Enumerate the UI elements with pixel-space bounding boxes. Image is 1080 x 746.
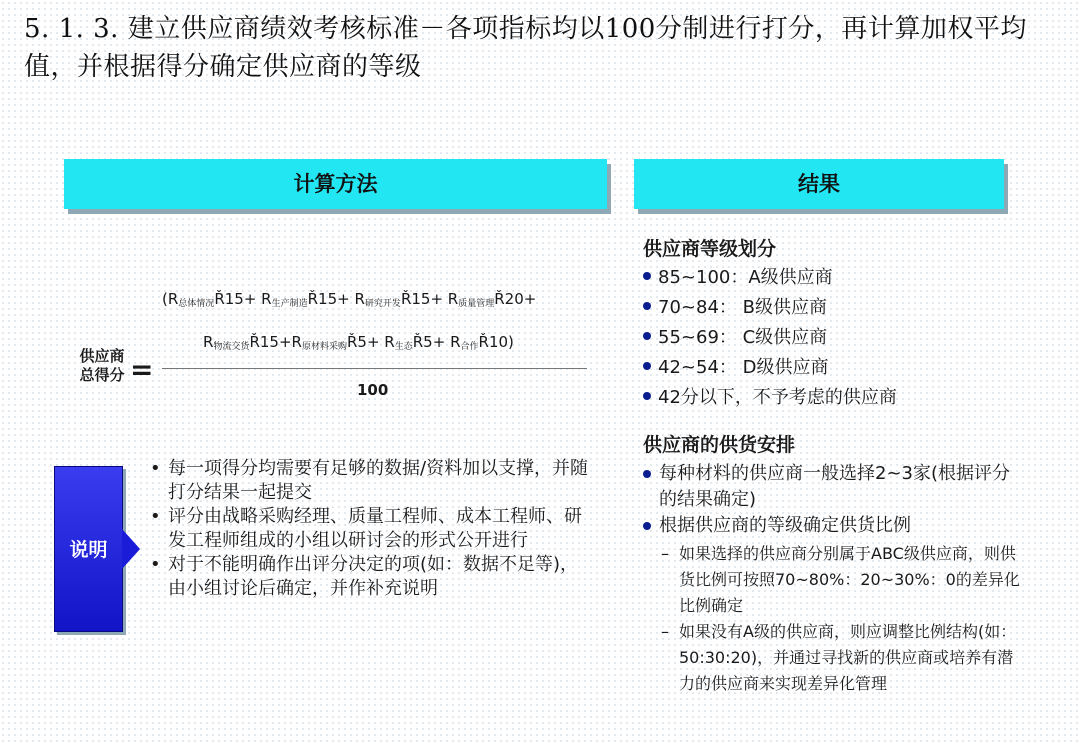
equals-sign: = bbox=[130, 353, 154, 386]
bullet-dot bbox=[643, 272, 651, 280]
formula-term: $R_{总体情况}Ř15+$ bbox=[167, 290, 262, 309]
formula-label bbox=[70, 347, 134, 385]
note-item: • 评分由战略采购经理、质量工程师、成本工程师、研发工程师组成的小组以研讨会的形式公开进行 bbox=[146, 505, 596, 553]
grade-item: 55~69： C级供应商 bbox=[643, 323, 897, 353]
formula-numerator-line2 bbox=[203, 333, 514, 352]
supply-item: 每种材料的供应商一般选择2~3家(根据评分的结果确定) bbox=[643, 461, 1023, 513]
bullet-dot bbox=[643, 522, 651, 530]
bullet-dot bbox=[643, 392, 651, 400]
formula-term: $R_{质量管理}Ř20+$ bbox=[447, 290, 537, 309]
supply-sublist bbox=[659, 541, 1023, 697]
note-item: • 对于不能明确作出评分决定的项(如：数据不足等)，由小组讨论后确定，并作补充说明 bbox=[146, 553, 596, 601]
grade-item: 70~84： B级供应商 bbox=[643, 293, 897, 323]
grade-list bbox=[643, 263, 897, 413]
grade-heading: 供应商等级划分 bbox=[643, 238, 777, 260]
open-paren: ( bbox=[162, 290, 168, 308]
notes-list bbox=[146, 457, 596, 601]
grade-item: 42分以下，不予考虑的供应商 bbox=[643, 383, 897, 413]
page-title: 5. 1. 3. 建立供应商绩效考核标准－各项指标均以100分制进行打分，再计算加权平均值，并根据得分确定供应商的等级 bbox=[24, 14, 1027, 82]
supply-list bbox=[643, 461, 1023, 697]
formula-term: $R_{合作}Ř10$) bbox=[450, 333, 514, 352]
supply-heading: 供应商的供货安排 bbox=[643, 434, 796, 456]
grade-item: 42~54： D级供应商 bbox=[643, 353, 897, 383]
bullet-dot bbox=[643, 302, 651, 310]
formula-denominator: 100 bbox=[357, 381, 389, 399]
formula-label-line1: 供应商 bbox=[79, 347, 125, 365]
method-banner: 计算方法 bbox=[64, 159, 607, 209]
formula-term: $R_{物流交货}Ř15+$ bbox=[203, 333, 292, 352]
formula-term: $R_{原材料采购}Ř5+$ bbox=[291, 333, 385, 352]
note-item: • 每一项得分均需要有足够的数据/资料加以支撑，并随打分结果一起提交 bbox=[146, 457, 596, 505]
note-label: 说明 bbox=[69, 539, 108, 561]
note-box bbox=[54, 466, 123, 632]
formula-label-line2: 总得分 bbox=[79, 366, 125, 384]
formula-numerator-line1 bbox=[162, 290, 536, 309]
formula-term: $R_{研究开发}Ř15+$ bbox=[354, 290, 448, 309]
supply-item: 根据供应商的等级确定供货比例 – 如果选择的供应商分别属于ABC级供应商，则供货比例可按照70~80%：20~30%：0的差异化比例确定 – 如果没有A级的供应商，则应调整比例结构(如：50:30:20)，并通过寻找新的供应商或培养有潜力的供应商来实现差异化管理 bbox=[643, 513, 1023, 697]
result-banner: 结果 bbox=[634, 159, 1004, 209]
grade-item: 85~100：A级供应商 bbox=[643, 263, 897, 293]
bullet-dot bbox=[643, 332, 651, 340]
fraction-bar bbox=[162, 368, 587, 369]
formula-term: $R_{生产制造}Ř15+$ bbox=[261, 290, 355, 309]
bullet-dot bbox=[643, 362, 651, 370]
supply-subitem: – 如果选择的供应商分别属于ABC级供应商，则供货比例可按照70~80%：20~30%：0的差异化比例确定 bbox=[659, 541, 1023, 619]
bullet-dot bbox=[643, 470, 651, 478]
formula-term: $R_{生态}Ř5+$ bbox=[384, 333, 451, 352]
supply-subitem: – 如果没有A级的供应商，则应调整比例结构(如：50:30:20)，并通过寻找新的供应商或培养有潜力的供应商来实现差异化管理 bbox=[659, 619, 1023, 697]
